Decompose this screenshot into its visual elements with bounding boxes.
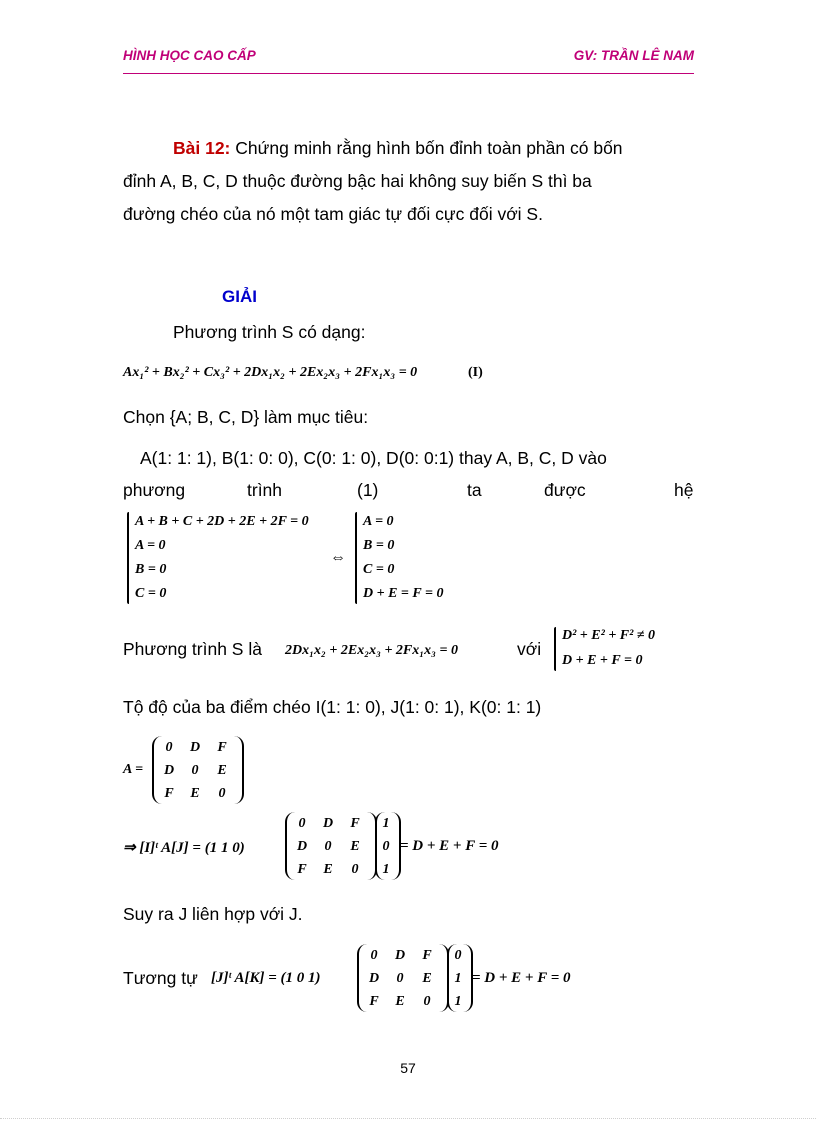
equivalence-symbol: ⇔ <box>330 549 346 566</box>
vector-j-cell: 1 <box>382 816 390 831</box>
word-5: được <box>544 480 586 500</box>
sys-left-2: A = 0 <box>135 538 166 553</box>
matrix-a-cell: E <box>190 786 200 801</box>
sys-right-1: A = 0 <box>363 514 394 529</box>
matrix-a-cell: F <box>297 862 307 877</box>
matrix-a-cell: F <box>422 948 432 963</box>
condition-1: D² + E² + F² ≠ 0 <box>562 628 656 643</box>
header-course-title: HÌNH HỌC CAO CẤP <box>123 48 256 63</box>
matrix-a-cell: 0 <box>298 816 306 831</box>
word-4: ta <box>467 480 482 500</box>
vector-j-cell: 1 <box>382 862 390 877</box>
page-number: 57 <box>400 1060 416 1076</box>
sys-left-4: C = 0 <box>135 586 167 601</box>
equation-tag: (I) <box>468 365 483 380</box>
equation-s-label: Phương trình S là <box>123 639 262 659</box>
vector-k-cell: 1 <box>454 971 462 986</box>
conjugate-jk-result: = D + E + F = 0 <box>472 970 571 986</box>
matrix-a-cell: 0 <box>324 839 332 854</box>
equation-s: 2Dx₁x₂ + 2Ex₂x₃ + 2Fx₁x₃ = 0 <box>285 643 459 658</box>
with-word: với <box>517 639 542 659</box>
word-1: phương <box>123 480 186 500</box>
sys-left-1: A + B + C + 2D + 2E + 2F = 0 <box>135 514 309 529</box>
condition-brace <box>554 627 556 671</box>
matrix-a-cell: 0 <box>165 740 173 755</box>
matrix-a-cell: 0 <box>396 971 404 986</box>
conjugate-jk-prefix: [J]ᵗ A[K] = (1 0 1) <box>211 970 321 986</box>
matrix-a-cell: E <box>350 839 360 854</box>
equation-general: Ax₁² + Bx₂² + Cx₃² + 2Dx₁x₂ + 2Ex₂x₃ + 2Fx₁x₃ = 0 <box>123 365 418 380</box>
problem-line-1 <box>123 133 694 164</box>
condition-2: D + E + F = 0 <box>562 653 643 668</box>
sys-right-3: C = 0 <box>363 562 395 577</box>
sys-left-3: B = 0 <box>135 562 167 577</box>
page-bottom-border <box>0 1118 816 1119</box>
matrix-a-cell: 0 <box>191 763 199 778</box>
matrix-a-cell: E <box>422 971 432 986</box>
vector-j-cell: 0 <box>382 839 390 854</box>
substitute-line: A(1: 1: 1), B(1: 0: 0), C(0: 1: 0), D(0: 0:1) thay A, B, C, D vào <box>140 448 607 468</box>
problem-text-1: Chứng minh rằng hình bốn đỉnh toàn phần có bốn <box>230 138 623 158</box>
matrix-a-cell: D <box>163 763 175 778</box>
sys-right-2: B = 0 <box>363 538 395 553</box>
problem-label: Bài 12: <box>173 138 231 158</box>
sys-right-4: D + E = F = 0 <box>363 586 444 601</box>
word-6: hệ <box>674 480 694 500</box>
matrix-a-cell: E <box>323 862 333 877</box>
matrix-a-label: A = <box>123 762 144 777</box>
matrix-a-cell: 0 <box>423 994 431 1009</box>
matrix-a-cell: D <box>296 839 308 854</box>
matrix-a-cell: D <box>322 816 334 831</box>
choose-frame: Chọn {A; B, C, D} làm mục tiêu: <box>123 407 369 427</box>
conjugate-ij-result: = D + E + F = 0 <box>400 838 499 854</box>
word-3: (1) <box>357 480 379 500</box>
matrix-a-cell: F <box>217 740 227 755</box>
matrix-a-cell: 0 <box>218 786 226 801</box>
matrix-a-cell: 0 <box>370 948 378 963</box>
problem-line-3: đường chéo của nó một tam giác tự đối cực đối với S. <box>123 204 543 224</box>
conclusion-line: Suy ra J liên hợp với J. <box>123 904 303 924</box>
page-header <box>123 48 694 68</box>
matrix-a-cell: 0 <box>351 862 359 877</box>
matrix-a-cell: E <box>395 994 405 1009</box>
problem-line-2: đỉnh A, B, C, D thuộc đường bậc hai không suy biến S thì ba <box>123 171 592 191</box>
vector-k-cell: 1 <box>454 994 462 1009</box>
matrix-a-cell: F <box>350 816 360 831</box>
left-system-brace <box>127 512 129 604</box>
similarly-label: Tương tự <box>123 968 198 988</box>
conjugate-ij-prefix: ⇒ [I]ᵗ A[J] = (1 1 0) <box>123 840 245 856</box>
solution-intro: Phương trình S có dạng: <box>173 322 366 342</box>
matrix-a-cell: E <box>217 763 227 778</box>
matrix-a-cell: D <box>394 948 406 963</box>
vector-k-cell: 0 <box>454 948 462 963</box>
solution-heading: GIẢI <box>222 287 257 306</box>
diagonal-points: Tộ độ của ba điểm chéo I(1: 1: 0), J(1: 0: 1), K(0: 1: 1) <box>123 697 542 717</box>
matrix-a-cell: D <box>368 971 380 986</box>
word-2: trình <box>247 480 283 500</box>
matrix-a-cell: D <box>189 740 201 755</box>
header-rule <box>123 73 694 74</box>
matrix-a-cell: F <box>369 994 379 1009</box>
right-system-brace <box>355 512 357 604</box>
header-author: GV: TRẦN LÊ NAM <box>573 48 694 63</box>
matrix-a-cell: F <box>164 786 174 801</box>
